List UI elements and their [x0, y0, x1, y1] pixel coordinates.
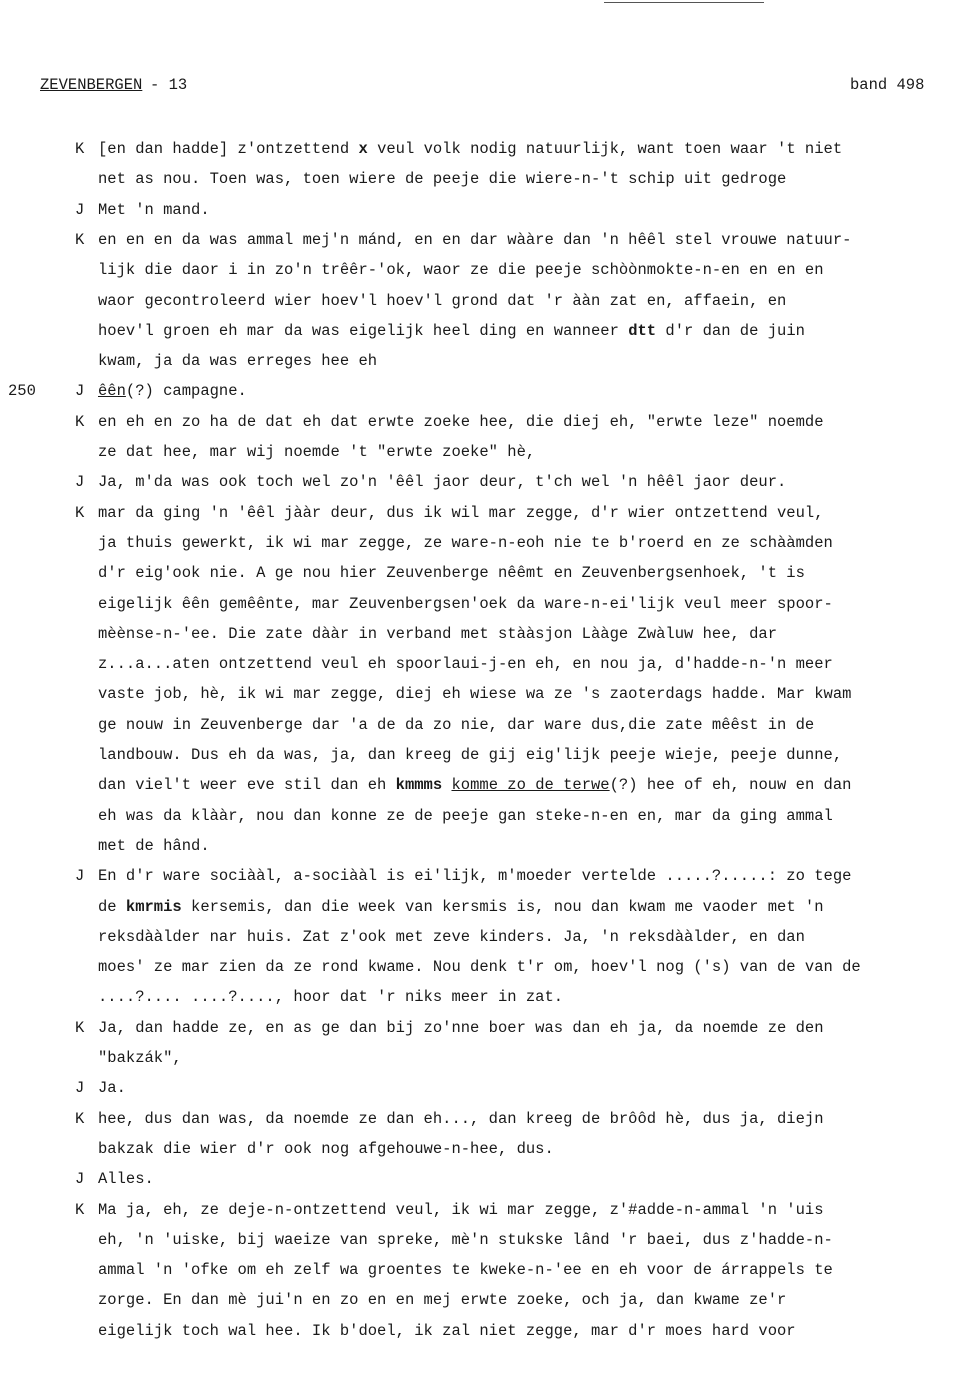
transcript-line: [0, 898, 966, 928]
line-text: [98, 1170, 154, 1188]
transcript-line: [0, 595, 966, 625]
transcript-line: [0, 837, 966, 867]
line-text: [98, 837, 210, 855]
transcript-line: [0, 1322, 966, 1352]
transcript-line: [0, 473, 966, 503]
overtyped-text: kmmms: [395, 776, 443, 795]
line-text: [98, 958, 861, 976]
line-text: [98, 1201, 824, 1219]
text-run: "bakzák",: [98, 1049, 182, 1067]
transcript-line: [0, 443, 966, 473]
line-text: [98, 564, 805, 582]
speaker-label: J: [75, 867, 85, 886]
text-run: (?) campagne.: [125, 382, 247, 401]
line-text: [98, 382, 247, 400]
transcript-line: [0, 928, 966, 958]
text-run: Met 'n mand.: [98, 200, 210, 219]
text-run: Ja, m'da was ook toch wel zo'n 'êêl jaor deur, t'ch wel 'n hêêl jaor deur.: [98, 473, 787, 492]
transcript-line: [0, 1110, 966, 1140]
line-text: [98, 898, 824, 916]
text-run: mèènse-n-'ee. Die zate dààr in verband met stààsjon Lààge Zwàluw hee, dar: [98, 624, 778, 643]
line-text: [98, 1322, 796, 1340]
line-text: [98, 595, 833, 613]
line-text: [98, 292, 786, 310]
transcript-line: [0, 322, 966, 352]
underlined-text: komme zo de terwe: [451, 776, 610, 795]
line-text: [98, 685, 851, 703]
speaker-label: K: [75, 230, 85, 249]
line-text: [98, 988, 563, 1006]
line-text: [98, 504, 824, 522]
transcript-line: [0, 1079, 966, 1109]
line-text: [98, 625, 777, 643]
page-header-left: [40, 76, 142, 94]
text-run: ge nouw in Zeuvenberge dar 'a de da zo nie, dar ware dus,die zate mêêst in de: [98, 715, 815, 734]
text-run: landbouw. Dus eh da was, ja, dan kreeg de gij eig'lijk peeje wieje, peeje dunne,: [98, 746, 843, 764]
text-run: ja thuis gewerkt, ik wi mar zegge, ze ware-n-eoh nie te b'roerd en ze schààmden: [98, 533, 833, 552]
text-run: eigelijk toch wal hee. Ik b'doel, ik zal niet zegge, mar d'r moes hard voor: [98, 1321, 796, 1340]
line-text: [98, 928, 805, 946]
transcript-line: [0, 564, 966, 594]
text-run: reksdààlder nar huis. Zat z'ook met zeve kinders. Ja, 'n reksdààlder, en dan: [98, 927, 805, 946]
place-title: ZEVENBERGEN: [40, 76, 143, 94]
transcript-line: [0, 534, 966, 564]
overtyped-text: x: [358, 140, 368, 158]
transcript-line: [0, 1170, 966, 1200]
text-run: vaste job, hè, ik wi mar zegge, diej eh wiese wa ze 's zaoterdags hadde. Mar kwam: [98, 685, 852, 704]
transcript-line: [0, 261, 966, 291]
text-run: zorge. En dan mè jui'n en zo en en mej erwte zoeke, och ja, dan kwame ze'r: [98, 1291, 787, 1310]
line-text: [98, 322, 805, 340]
line-text: [98, 776, 851, 794]
text-run: en en en da was ammal mej'n mánd, en en dar wààre dan 'n hêêl stel vrouwe natuur-: [98, 230, 852, 249]
line-text: [98, 413, 824, 431]
text-run: d'r eig'ook nie. A ge nou hier Zeuvenberge nêêmt en Zeuvenbergsenhoek, 't is: [98, 564, 805, 583]
transcript-line: [0, 1231, 966, 1261]
text-run: eh was da klààr, nou dan konne ze de peeje gan steke-n-en en, mar da ging ammal: [98, 806, 833, 825]
line-text: [98, 231, 851, 249]
line-text: [98, 140, 842, 158]
speaker-label: K: [75, 1200, 85, 1219]
text-run: En d'r ware sociààl, a-sociààl is ei'lijk, m'moeder vertelde .....?.....: zo tege: [98, 867, 852, 886]
text-run: kwam, ja da was erreges hee eh: [98, 352, 378, 371]
text-run: eigelijk êên gemêênte, mar Zeuvenbergsen'oek da ware-n-ei'lijk veul meer spoor-: [98, 594, 833, 613]
transcript-line: [0, 958, 966, 988]
line-text: [98, 352, 377, 370]
line-text: [98, 867, 851, 885]
transcript-line: [0, 625, 966, 655]
transcript-line: [0, 231, 966, 261]
transcript-line: [0, 413, 966, 443]
speaker-label: K: [75, 412, 85, 431]
transcript-line: [0, 655, 966, 685]
speaker-label: K: [75, 1018, 85, 1037]
line-text: [98, 807, 833, 825]
line-text: [98, 1261, 833, 1279]
speaker-label: J: [75, 382, 85, 401]
transcript-line: [0, 1049, 966, 1079]
overtyped-text: kmrmis: [125, 897, 182, 916]
underlined-text: êên: [98, 382, 126, 401]
transcript-line: [0, 746, 966, 776]
text-run: eh, 'n 'uiske, bij waeize van spreke, mè'n stukske lând 'r baei, dus z'hadde-n-: [98, 1230, 833, 1249]
line-text: [98, 201, 210, 219]
transcript-line: [0, 1201, 966, 1231]
speaker-label: J: [75, 1079, 85, 1098]
text-run: net as nou. Toen was, toen wiere de peeje die wiere-n-'t schip uit gedroge: [98, 170, 787, 189]
transcript-line: [0, 988, 966, 1018]
text-run: Ja, dan hadde ze, en as ge dan bij zo'nne boer was dan eh ja, da noemde ze den: [98, 1018, 824, 1037]
line-text: [98, 716, 814, 734]
text-run: dan viel't weer eve stil dan eh: [98, 776, 396, 795]
text-run: bakzak die wier d'r ook nog afgehouwe-n-hee, dus.: [98, 1139, 554, 1158]
text-run: en eh en zo ha de dat eh dat erwte zoeke hee, die diej eh, "erwte leze" noemde: [98, 412, 824, 431]
line-text: [98, 1110, 824, 1128]
speaker-label: K: [75, 140, 85, 158]
text-run: Ja.: [98, 1079, 126, 1098]
page-number: 13: [168, 76, 188, 94]
line-text: [98, 443, 535, 461]
line-text: [98, 1140, 554, 1158]
speaker-label: K: [75, 1109, 85, 1128]
transcript-line: [0, 201, 966, 231]
text-run: hoev'l groen eh mar da was eigelijk heel ding en wanneer: [98, 321, 629, 340]
speaker-label: J: [75, 1170, 85, 1189]
line-text: [98, 473, 786, 491]
transcript-line: [0, 685, 966, 715]
line-text: [98, 1049, 182, 1067]
band-label: band 498: [850, 76, 925, 94]
transcript-line: [0, 170, 966, 200]
text-run: Alles.: [98, 1170, 154, 1189]
line-text: [98, 746, 842, 764]
line-number: 250: [8, 382, 36, 401]
page-sep: -: [150, 76, 169, 94]
transcript-line: [0, 1261, 966, 1291]
speaker-label: J: [75, 473, 85, 492]
text-run: ammal 'n 'ofke om eh zelf wa groentes te kweke-n-'ee en eh voor de árrappels te: [98, 1261, 833, 1280]
text-run: z...a...aten ontzettend veul eh spoorlaui-j-en eh, en nou ja, d'hadde-n-'n meer: [98, 655, 833, 674]
text-run: ze dat hee, mar wij noemde 't "erwte zoeke" hè,: [98, 443, 536, 461]
transcript-line: [0, 776, 966, 806]
page-number-group: [150, 76, 187, 94]
line-text: [98, 170, 786, 188]
text-run: lijk die daor i in zo'n trêêr-'ok, waor ze die peeje schòònmokte-n-en en en en: [98, 261, 824, 280]
text-run: kersemis, dan die week van kersmis is, nou dan kwam me vaoder met 'n: [181, 897, 824, 916]
text-run: met de hând.: [98, 836, 210, 855]
text-run: ....?.... ....?...., hoor dat 'r niks meer in zat.: [98, 988, 564, 1007]
transcript-line: [0, 867, 966, 897]
transcript-line: [0, 1291, 966, 1321]
text-run: veul volk nodig natuurlijk, want toen waar 't niet: [367, 140, 843, 158]
line-text: [98, 1291, 786, 1309]
line-text: [98, 261, 824, 279]
transcript-line: [0, 382, 966, 412]
line-text: [98, 1231, 833, 1249]
text-run: hee, dus dan was, da noemde ze dan eh..., dan kreeg de brôôd hè, dus ja, diejn: [98, 1109, 824, 1128]
text-run: Ma ja, eh, ze deje-n-ontzettend veul, ik wi mar zegge, z'#adde-n-ammal 'n 'uis: [98, 1200, 824, 1219]
text-run: [en dan hadde] z'ontzettend: [98, 140, 359, 158]
transcript-line: [0, 807, 966, 837]
transcript-line: [0, 292, 966, 322]
speaker-label: J: [75, 200, 85, 219]
overtyped-text: dtt: [628, 321, 657, 340]
text-run: mar da ging 'n 'êêl jààr deur, dus ik wil mar zegge, d'r wier ontzettend veul,: [98, 503, 824, 522]
text-run: de: [98, 897, 126, 916]
top-rule: [604, 2, 764, 3]
transcript-line: [0, 1019, 966, 1049]
line-text: [98, 655, 833, 673]
text-run: waor gecontroleerd wier hoev'l hoev'l grond dat 'r ààn zat en, affaein, en: [98, 291, 787, 310]
text-run: (?) hee of eh, nouw en dan: [609, 776, 852, 795]
line-text: [98, 534, 833, 552]
transcript-line: [0, 504, 966, 534]
text-run: moes' ze mar zien da ze rond kwame. Nou denk t'r om, hoev'l nog ('s) van de van de: [98, 958, 861, 977]
speaker-label: K: [75, 503, 85, 522]
text-run: d'r dan de juin: [656, 321, 805, 340]
transcript-line: [0, 1140, 966, 1170]
transcript-line: [0, 716, 966, 746]
line-text: [98, 1079, 126, 1097]
transcript-line: [0, 352, 966, 382]
transcript-line: [0, 140, 966, 170]
line-text: [98, 1019, 824, 1037]
